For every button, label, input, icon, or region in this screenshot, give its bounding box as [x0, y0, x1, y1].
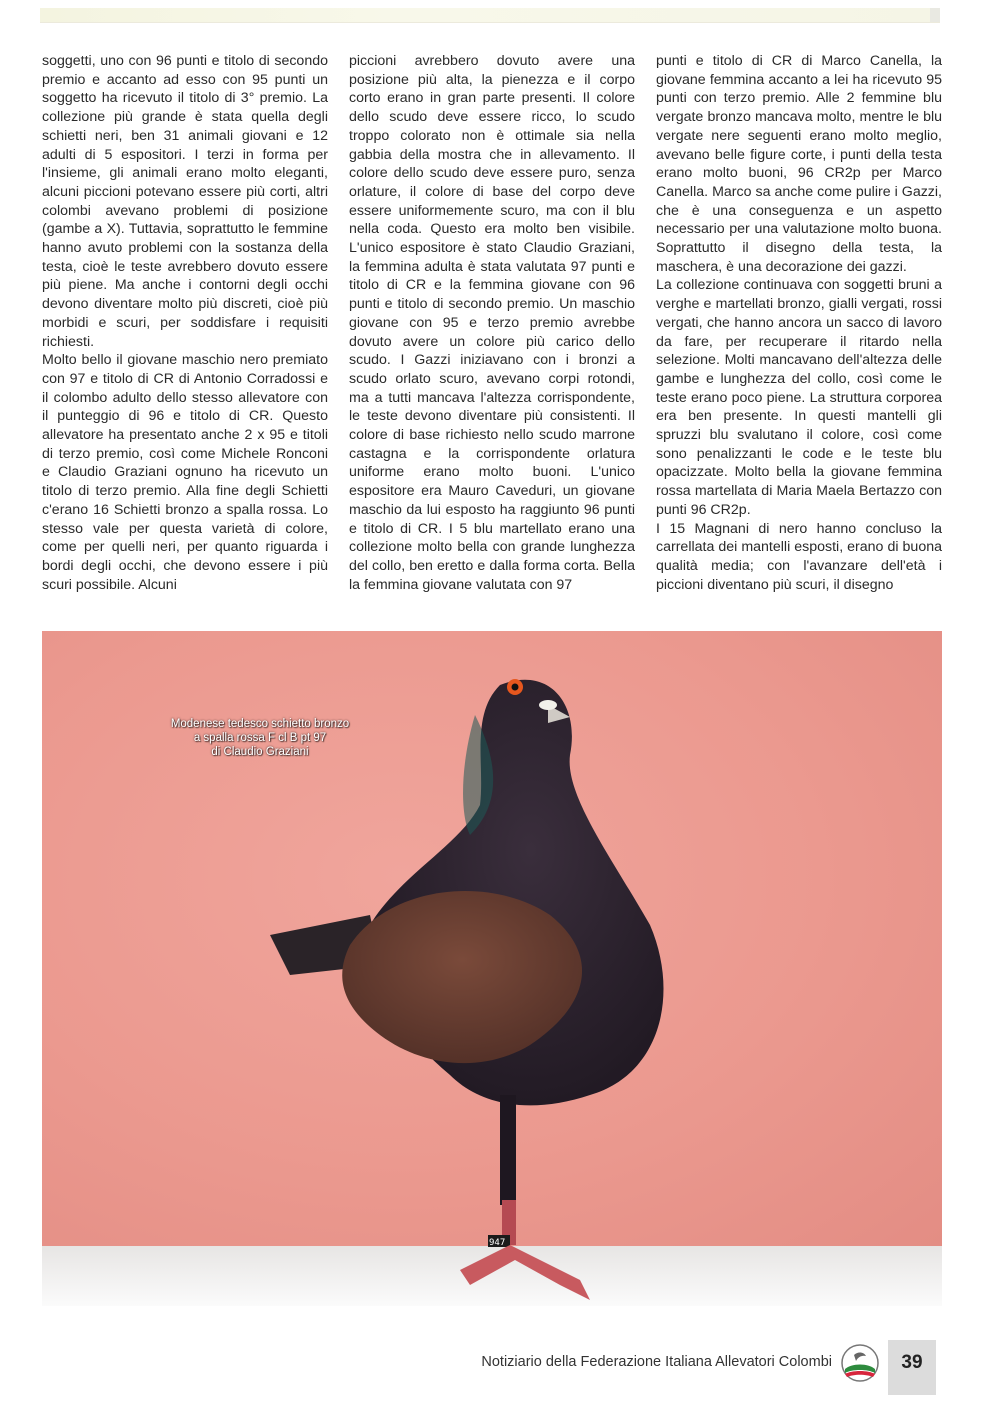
- pupil: [512, 684, 519, 691]
- caption-line-1: Modenese tedesco schietto bronzo: [170, 718, 350, 730]
- column-2-text: piccioni avrebbero dovuto avere una posizione più alta, la pienezza e il corpo corto erano in gran parte presenti. Il colore dello scudo deve essere ricco, lo scudo troppo colorato non è ottimale sia nella gabbia della mostra che in allevamento. Il colore dello scudo deve essere puro, senza orlature, il colore di base del corpo deve essere uniformemente scuro, ma con il blu nella coda. Questo era molto ben visibile. L'unico espositore è stato Claudio Graziani, la femmina adulta è stata valutata 97 punti e titolo di CR e la femmina giovane con 96 punti e titolo di secondo premio. Un maschio giovane con 95 e terzo premio avrebbe dovuto avere un colore più carico dello scudo. I Gazzi iniziavano con i bronzi a scudo orlato scuro, avevano corpi rotondi, ma a tutti mancava l'altezza corrispondente, le teste devono diventare più consistenti. Il colore di base richiesto nello scudo marrone castagna e la corrispondente orlatura uniforme erano molto buoni. L'unico espositore era Mauro Caveduri, un giovane maschio da lui esposto ha raggiunto 96 punti e titolo di CR. I 5 blu martellato erano una collezione molto bella con grande lunghezza del collo, ben eretto e dalla forma corta. Bella la femmina giovane valutata con 97: [349, 53, 635, 593]
- column-3-text: punti e titolo di CR di Marco Canella, la giovane femmina accanto a lei ha ricevuto 95 punti con terzo premio. Alle 2 femmine blu vergate bronzo mancava molto, mentre le blu vergate nere seguenti erano molto meglio, avevano belle figure corte, i punti della testa erano molto buoni, 96 CR2p per Marco Canella. Marco sa anche come pulire i Gazzi, che è una conseguenza e un aspetto necessario per una valutazione molto buona. Soprattutto il disegno della testa, la maschera, è una decorazione dei gazzi. La collezione continuava con soggetti bruni a verghe e martellati bronzo, gialli vergati, rossi vergati, che hanno ancora un sacco di lavoro da fare, per recuperare il ritardo nella selezione. Molti mancavano dell'altezza delle gambe e lunghezza del collo, così come le teste erano poco piene. La struttura corporea era ben presente. In questi mantelli gli spruzzi blu svalutano il colore, così come sono penalizzanti le code e le teste blu opacizzate. Molto bella la giovane femmina rossa martellata di Maria Maela Bertazzo con punti 96 CR2p. I 15 Magnani di nero hanno concluso la carrellata dei mantelli esposti, erano di buona qualità media; con l'avanzare dell'età i piccioni diventano più scuri, il disegno: [656, 53, 942, 593]
- corner-mark: [930, 8, 940, 22]
- fiac-logo-icon: [840, 1343, 880, 1383]
- column-1-text: soggetti, uno con 96 punti e titolo di secondo premio e accanto ad esso con 95 punti un soggetto ha ricevuto il titolo di 3° premio. La collezione più grande è stata quella degli schietti neri, ben 31 animali giovani e 12 adulti di 5 espositori. I terzi in forma per l'insieme, gli animali erano molto eleganti, alcuni piccioni potevano essere più corti, altri colombi avevano problemi di posizione (gambe a X). Tuttavia, soprattutto le femmine hanno avuto problemi con la sostanza della testa, cioè le teste avrebbero dovuto essere più piene. Ma anche i contorni degli occhi devono diventare molto più discreti, cioè più morbidi e scuri, per soddisfare i requisiti richiesti. Molto bello il giovane maschio nero premiato con 97 e titolo di CR di Antonio Corradossi e il colombo adulto dello stesso allevatore con il punteggio di 96 e titolo di CR. Questo allevatore ha presentato anche 2 x 95 e titoli di terzo premio, così come Michele Ronconi e Claudio Graziani ognuno ha ricevuto un titolo di terzo premio. Alla fine degli Schietti c'erano 16 Schietti bronzo a spalla rossa. Lo stesso vale per questa varietà di colore, come per quelli neri, per quanto riguarda i bordi degli occhi, che devono essere i più scuri possibile. Alcuni: [42, 53, 328, 593]
- top-decorative-bar: [40, 8, 940, 23]
- text-column-2: [349, 52, 635, 594]
- page-number: 39: [901, 1352, 923, 1373]
- ring-number: 947: [489, 1238, 506, 1248]
- leg-feathers: [500, 1095, 516, 1205]
- feet: [460, 1245, 590, 1300]
- publication-title: Notiziario della Federazione Italiana Allevatori Colombi: [481, 1354, 832, 1370]
- photo-caption: [150, 717, 370, 759]
- text-column-3: [656, 52, 942, 594]
- cere: [539, 700, 557, 710]
- caption-line-2: a spalla rossa F cl B pt 97: [193, 732, 327, 744]
- text-column-1: [42, 52, 328, 594]
- caption-line-3: di Claudio Graziani: [211, 746, 309, 758]
